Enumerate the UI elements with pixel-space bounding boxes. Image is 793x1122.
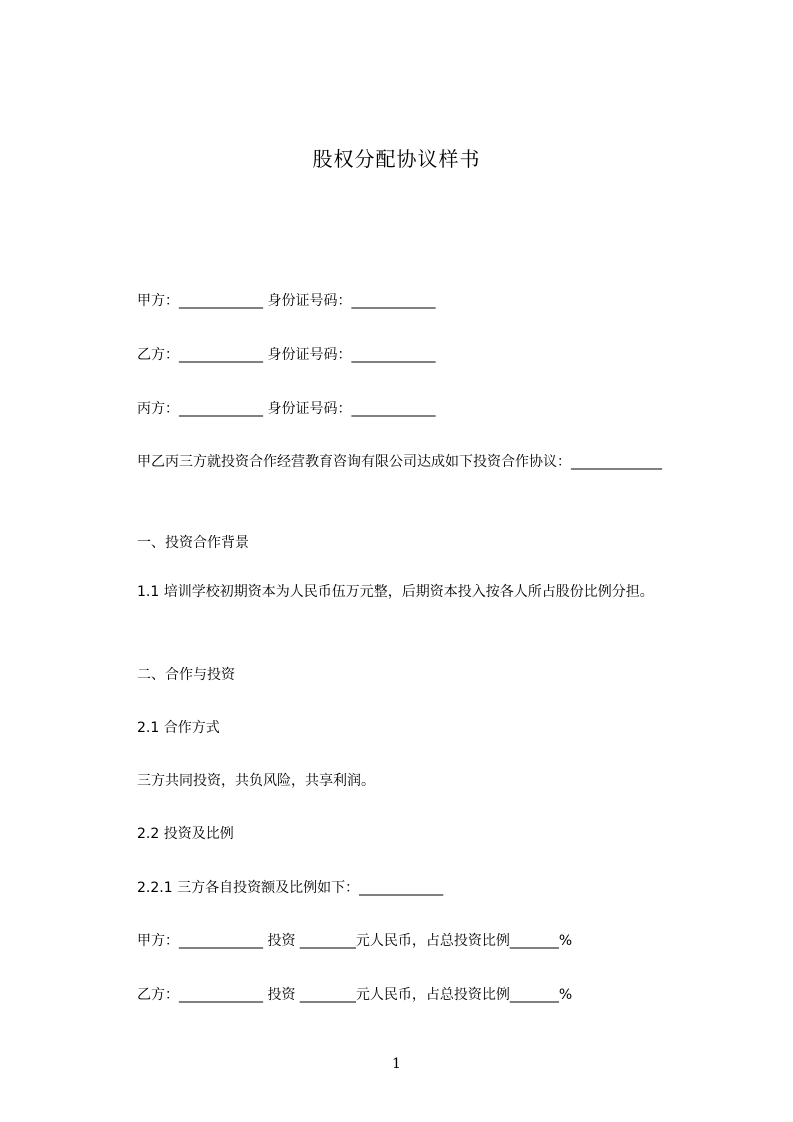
clause-1-1: 1.1 培训学校初期资本为人民币伍万元整，后期资本投入按各人所占股份比例分担。 [137,584,654,600]
intro-paragraph: 甲乙丙三方就投资合作经营教育咨询有限公司达成如下投资合作协议：_____________ [137,454,662,470]
party-c-line: 丙方：____________ 身份证号码：____________ [137,401,436,417]
investment-party-a: 甲方：____________ 投资 ________元人民币，占总投资比例_______% [137,933,573,949]
party-b-line: 乙方：____________ 身份证号码：____________ [137,347,436,363]
clause-2-1-heading: 2.1 合作方式 [137,720,220,736]
investment-party-b: 乙方：____________ 投资 ________元人民币，占总投资比例_______% [137,987,573,1003]
section1-heading: 一、投资合作背景 [137,535,249,551]
section2-heading: 二、合作与投资 [137,667,235,683]
document-title: 股权分配协议样书 [312,147,481,171]
clause-2-2-heading: 2.2 投资及比例 [137,826,234,842]
clause-2-1-text: 三方共同投资，共负风险，共享利润。 [137,773,375,789]
party-a-line: 甲方：____________ 身份证号码：____________ [137,293,436,309]
clause-2-2-1: 2.2.1 三方各自投资额及比例如下：____________ [137,880,444,896]
page-number: 1 [392,1056,401,1072]
